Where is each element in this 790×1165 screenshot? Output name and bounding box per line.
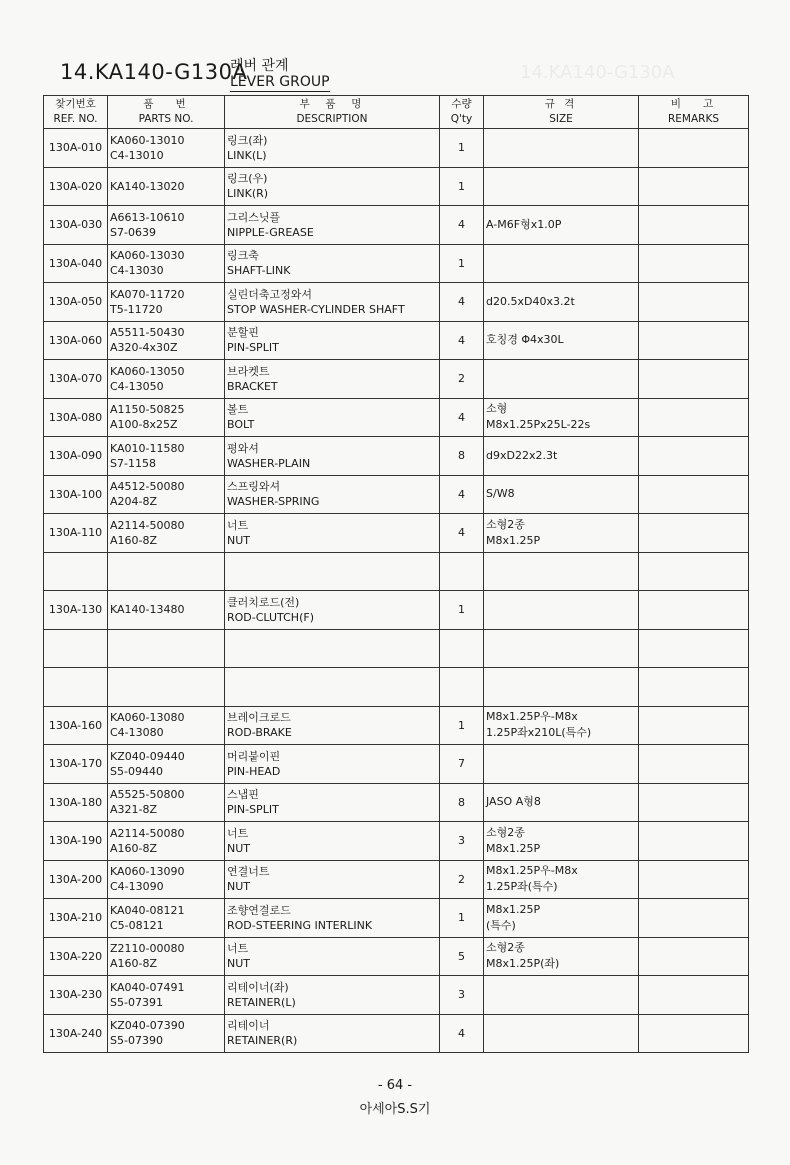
remarks-cell — [639, 167, 749, 206]
table-row — [44, 398, 749, 437]
quantity-cell: 3 — [440, 822, 484, 861]
remarks-cell — [639, 360, 749, 399]
quantity-cell: 4 — [440, 514, 484, 553]
remarks-cell — [639, 745, 749, 784]
description-cell: 볼트 BOLT — [225, 398, 440, 437]
description-cell: 너트 NUT — [225, 514, 440, 553]
remarks-cell — [639, 552, 749, 591]
section-title-korean: 레버 관계 — [230, 58, 289, 74]
remarks-cell — [639, 976, 749, 1015]
quantity-cell: 1 — [440, 706, 484, 745]
remarks-cell — [639, 206, 749, 245]
size-cell: 소형2종 M8x1.25P(좌) — [484, 937, 639, 976]
quantity-cell: 7 — [440, 745, 484, 784]
part-no-cell: KA060-13030 C4-13030 — [108, 244, 225, 283]
description-cell: 그리스닛플 NIPPLE-GREASE — [225, 206, 440, 245]
ref-no-cell: 130A-030 — [44, 206, 108, 245]
table-row — [44, 360, 749, 399]
quantity-cell: 1 — [440, 167, 484, 206]
ref-no-cell: 130A-050 — [44, 283, 108, 322]
quantity-cell — [440, 668, 484, 707]
remarks-cell — [639, 1014, 749, 1053]
table-row — [44, 167, 749, 206]
quantity-cell: 4 — [440, 398, 484, 437]
quantity-cell — [440, 629, 484, 668]
size-cell — [484, 129, 639, 168]
table-row — [44, 706, 749, 745]
description-cell: 링크(좌) LINK(L) — [225, 129, 440, 168]
col-header-remarks: 비 고 REMARKS — [639, 96, 749, 129]
quantity-cell: 4 — [440, 1014, 484, 1053]
table-row — [44, 937, 749, 976]
part-no-cell: KZ040-07390 S5-07390 — [108, 1014, 225, 1053]
remarks-cell — [639, 899, 749, 938]
ref-no-cell: 130A-040 — [44, 244, 108, 283]
part-no-cell: KA010-11580 S7-1158 — [108, 437, 225, 476]
part-no-cell: KA140-13480 — [108, 591, 225, 630]
remarks-cell — [639, 937, 749, 976]
ref-no-cell: 130A-230 — [44, 976, 108, 1015]
size-cell: M8x1.25P (특수) — [484, 899, 639, 938]
description-cell: 실린더축고정와셔 STOP WASHER-CYLINDER SHAFT — [225, 283, 440, 322]
remarks-cell — [639, 129, 749, 168]
ref-no-cell: 130A-170 — [44, 745, 108, 784]
remarks-cell — [639, 437, 749, 476]
parts-table — [43, 95, 749, 1053]
ref-no-cell: 130A-100 — [44, 475, 108, 514]
section-title-english: LEVER GROUP — [230, 74, 330, 90]
size-cell: 소형2종 M8x1.25P — [484, 822, 639, 861]
section-code: 14.KA140-G130A — [60, 60, 248, 84]
size-cell — [484, 360, 639, 399]
col-header-description: 부 품 명 DESCRIPTION — [225, 96, 440, 129]
part-no-cell: KZ040-09440 S5-09440 — [108, 745, 225, 784]
part-no-cell: A5525-50800 A321-8Z — [108, 783, 225, 822]
col-header-size: 규 격 SIZE — [484, 96, 639, 129]
table-header-row — [44, 96, 749, 129]
size-cell: A-M6F형x1.0P — [484, 206, 639, 245]
page-number: - 64 - — [377, 1078, 413, 1093]
size-cell — [484, 552, 639, 591]
description-cell: 연결너트 NUT — [225, 860, 440, 899]
size-cell: S/W8 — [484, 475, 639, 514]
part-no-cell: Z2110-00080 A160-8Z — [108, 937, 225, 976]
table-row — [44, 976, 749, 1015]
ref-no-cell — [44, 629, 108, 668]
part-no-cell: A6613-10610 S7-0639 — [108, 206, 225, 245]
remarks-cell — [639, 475, 749, 514]
size-cell: d20.5xD40x3.2t — [484, 283, 639, 322]
part-no-cell: KA070-11720 T5-11720 — [108, 283, 225, 322]
col-header-ref: 찾기번호 REF. NO. — [44, 96, 108, 129]
ref-no-cell: 130A-060 — [44, 321, 108, 360]
ref-no-cell: 130A-080 — [44, 398, 108, 437]
remarks-cell — [639, 321, 749, 360]
description-cell: 클러치로드(전) ROD-CLUTCH(F) — [225, 591, 440, 630]
size-cell: M8x1.25P우-M8x 1.25P좌x210L(특수) — [484, 706, 639, 745]
table-row — [44, 244, 749, 283]
size-cell — [484, 976, 639, 1015]
remarks-cell — [639, 706, 749, 745]
ref-no-cell: 130A-220 — [44, 937, 108, 976]
remarks-cell — [639, 783, 749, 822]
quantity-cell: 3 — [440, 976, 484, 1015]
remarks-cell — [639, 668, 749, 707]
size-cell — [484, 244, 639, 283]
description-cell: 평와셔 WASHER-PLAIN — [225, 437, 440, 476]
quantity-cell: 2 — [440, 360, 484, 399]
description-cell — [225, 668, 440, 707]
part-no-cell — [108, 668, 225, 707]
table-row — [44, 629, 749, 668]
part-no-cell: KA140-13020 — [108, 167, 225, 206]
remarks-cell — [639, 629, 749, 668]
quantity-cell: 4 — [440, 283, 484, 322]
part-no-cell: KA040-07491 S5-07391 — [108, 976, 225, 1015]
description-cell: 리테이너 RETAINER(R) — [225, 1014, 440, 1053]
part-no-cell: A1150-50825 A100-8x25Z — [108, 398, 225, 437]
table-row — [44, 822, 749, 861]
ref-no-cell: 130A-200 — [44, 860, 108, 899]
part-no-cell: A5511-50430 A320-4x30Z — [108, 321, 225, 360]
size-cell — [484, 629, 639, 668]
quantity-cell: 1 — [440, 591, 484, 630]
ref-no-cell: 130A-130 — [44, 591, 108, 630]
part-no-cell: KA040-08121 C5-08121 — [108, 899, 225, 938]
ref-no-cell — [44, 668, 108, 707]
bleed-through-mark: 14.KA140-G130A — [520, 62, 675, 83]
ref-no-cell — [44, 552, 108, 591]
col-header-qty: 수량 Q'ty — [440, 96, 484, 129]
quantity-cell: 5 — [440, 937, 484, 976]
part-no-cell — [108, 552, 225, 591]
remarks-cell — [639, 244, 749, 283]
part-no-cell: A4512-50080 A204-8Z — [108, 475, 225, 514]
table-row — [44, 475, 749, 514]
col-header-parts: 품 번 PARTS NO. — [108, 96, 225, 129]
ref-no-cell: 130A-210 — [44, 899, 108, 938]
ref-no-cell: 130A-070 — [44, 360, 108, 399]
description-cell: 머리붙이핀 PIN-HEAD — [225, 745, 440, 784]
description-cell: 브레이크로드 ROD-BRAKE — [225, 706, 440, 745]
description-cell — [225, 552, 440, 591]
ref-no-cell: 130A-180 — [44, 783, 108, 822]
ref-no-cell: 130A-240 — [44, 1014, 108, 1053]
description-cell: 리테이너(좌) RETAINER(L) — [225, 976, 440, 1015]
description-cell: 링크(우) LINK(R) — [225, 167, 440, 206]
table-row — [44, 206, 749, 245]
size-cell: d9xD22x2.3t — [484, 437, 639, 476]
size-cell: JASO A형8 — [484, 783, 639, 822]
table-row — [44, 591, 749, 630]
description-cell — [225, 629, 440, 668]
size-cell — [484, 745, 639, 784]
table-row — [44, 321, 749, 360]
remarks-cell — [639, 591, 749, 630]
quantity-cell: 2 — [440, 860, 484, 899]
quantity-cell: 4 — [440, 206, 484, 245]
part-no-cell: KA060-13080 C4-13080 — [108, 706, 225, 745]
table-row — [44, 1014, 749, 1053]
part-no-cell — [108, 629, 225, 668]
company-name: 아세아S.S기 — [359, 1102, 431, 1117]
ref-no-cell: 130A-110 — [44, 514, 108, 553]
ref-no-cell: 130A-010 — [44, 129, 108, 168]
table-row — [44, 899, 749, 938]
quantity-cell: 1 — [440, 129, 484, 168]
size-cell — [484, 591, 639, 630]
size-cell — [484, 167, 639, 206]
quantity-cell: 1 — [440, 899, 484, 938]
size-cell: 소형 M8x1.25Px25L-22s — [484, 398, 639, 437]
ref-no-cell: 130A-160 — [44, 706, 108, 745]
size-cell: 호칭경 Φ4x30L — [484, 321, 639, 360]
description-cell: 너트 NUT — [225, 937, 440, 976]
quantity-cell: 4 — [440, 321, 484, 360]
description-cell: 분할핀 PIN-SPLIT — [225, 321, 440, 360]
part-no-cell: A2114-50080 A160-8Z — [108, 822, 225, 861]
remarks-cell — [639, 860, 749, 899]
quantity-cell — [440, 552, 484, 591]
ref-no-cell: 130A-020 — [44, 167, 108, 206]
part-no-cell: A2114-50080 A160-8Z — [108, 514, 225, 553]
ref-no-cell: 130A-190 — [44, 822, 108, 861]
table-row — [44, 668, 749, 707]
table-row — [44, 552, 749, 591]
table-row — [44, 860, 749, 899]
description-cell: 브라켓트 BRACKET — [225, 360, 440, 399]
quantity-cell: 8 — [440, 783, 484, 822]
description-cell: 스프링와셔 WASHER-SPRING — [225, 475, 440, 514]
table-row — [44, 437, 749, 476]
table-row — [44, 514, 749, 553]
description-cell: 스냅핀 PIN-SPLIT — [225, 783, 440, 822]
description-cell: 링크축 SHAFT-LINK — [225, 244, 440, 283]
size-cell — [484, 668, 639, 707]
quantity-cell: 8 — [440, 437, 484, 476]
table-row — [44, 283, 749, 322]
size-cell — [484, 1014, 639, 1053]
remarks-cell — [639, 398, 749, 437]
description-cell: 너트 NUT — [225, 822, 440, 861]
size-cell: 소형2종 M8x1.25P — [484, 514, 639, 553]
remarks-cell — [639, 822, 749, 861]
part-no-cell: KA060-13010 C4-13010 — [108, 129, 225, 168]
part-no-cell: KA060-13090 C4-13090 — [108, 860, 225, 899]
table-row — [44, 783, 749, 822]
remarks-cell — [639, 514, 749, 553]
ref-no-cell: 130A-090 — [44, 437, 108, 476]
size-cell: M8x1.25P우-M8x 1.25P좌(특수) — [484, 860, 639, 899]
description-cell: 조향연결로드 ROD-STEERING INTERLINK — [225, 899, 440, 938]
part-no-cell: KA060-13050 C4-13050 — [108, 360, 225, 399]
remarks-cell — [639, 283, 749, 322]
table-row — [44, 129, 749, 168]
quantity-cell: 4 — [440, 475, 484, 514]
table-row — [44, 745, 749, 784]
quantity-cell: 1 — [440, 244, 484, 283]
